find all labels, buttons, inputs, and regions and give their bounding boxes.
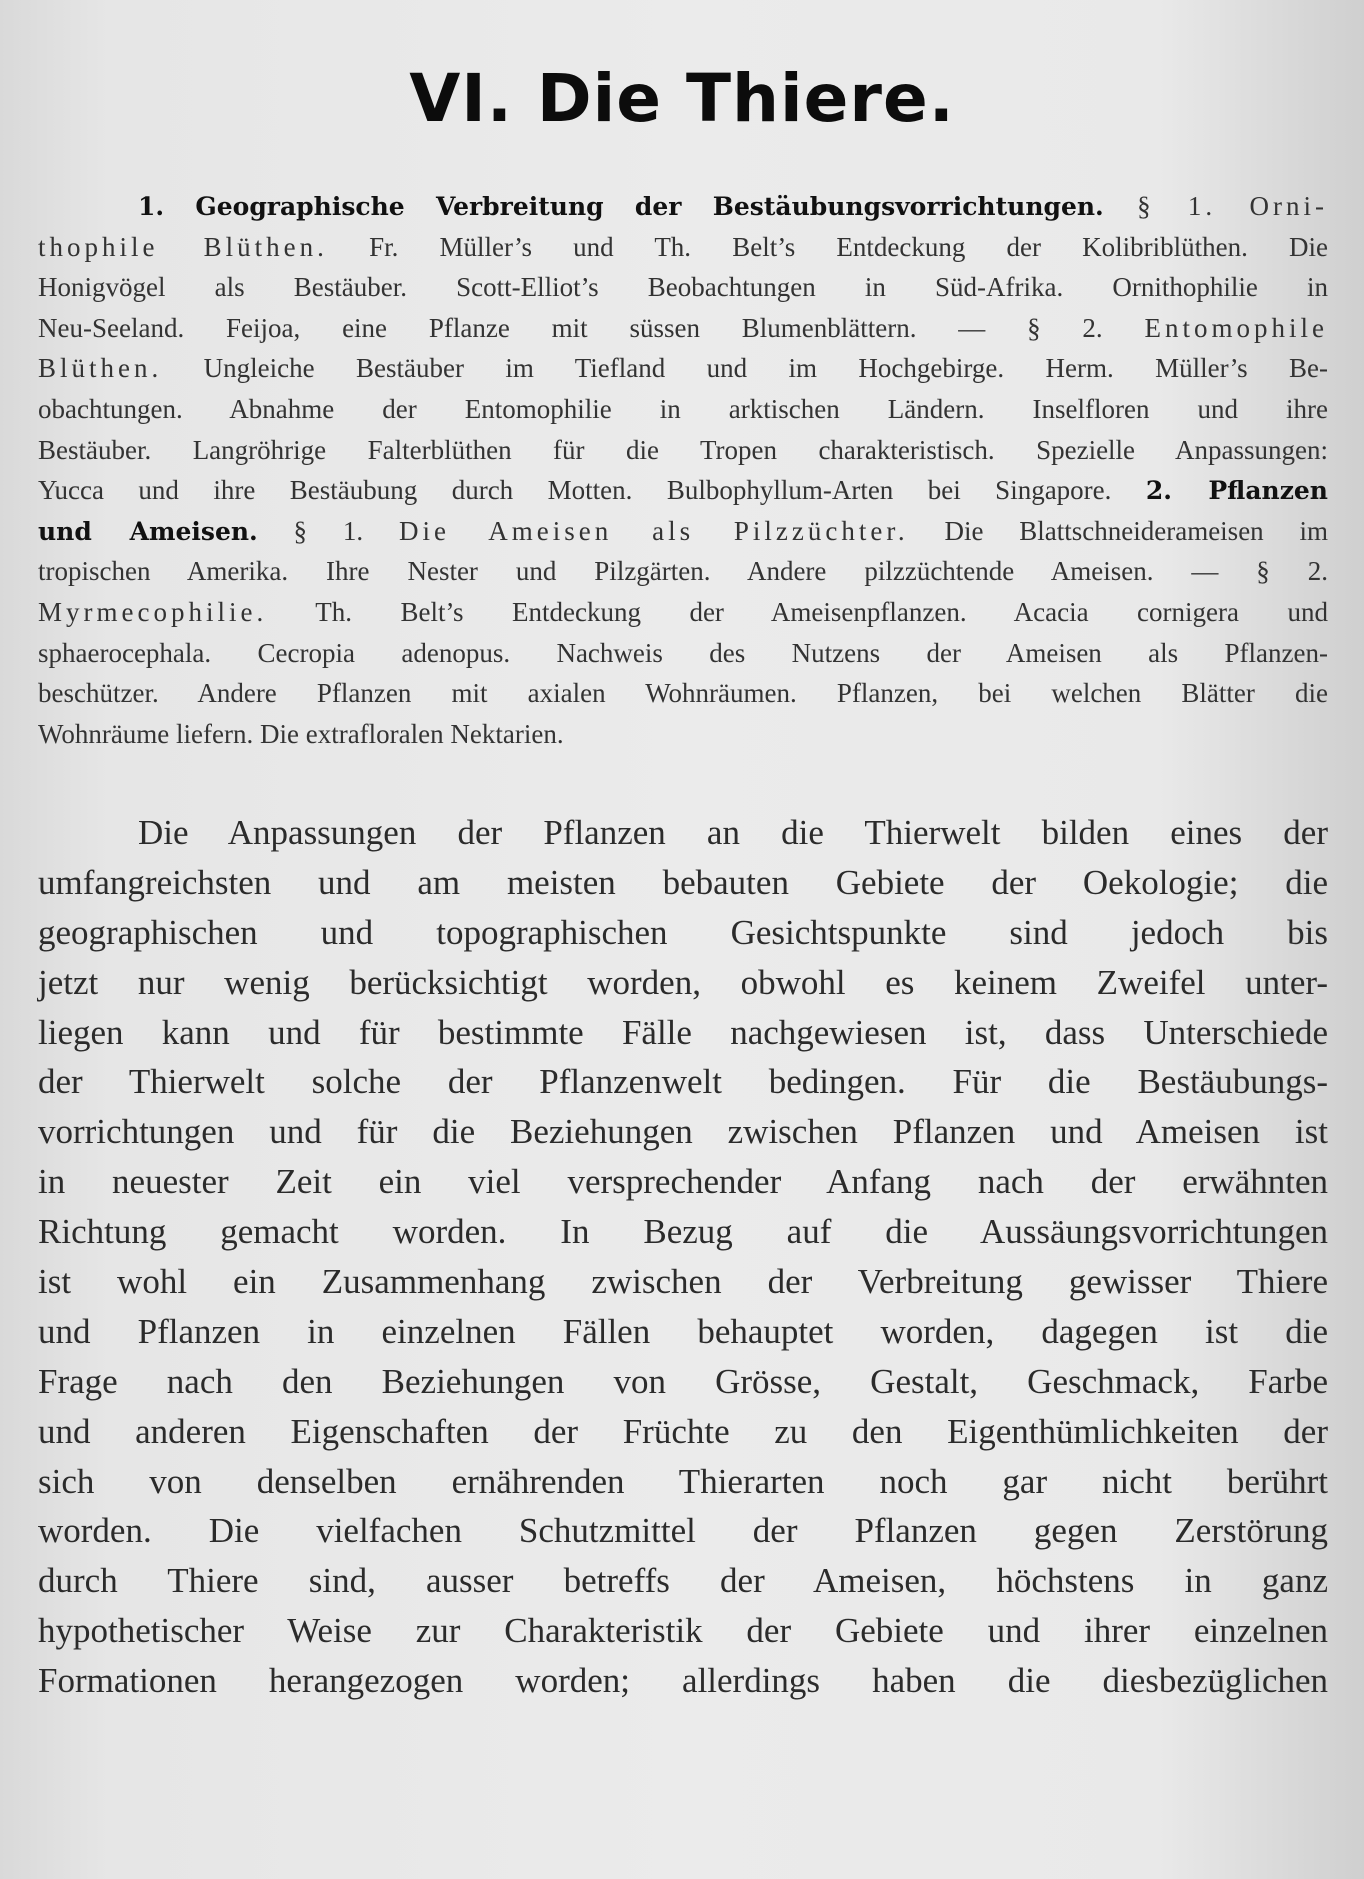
summary-text: Bestäuber. Langröhrige Falterblüthen für die Tropen charakteristisch. Spezielle Anpassungen:	[38, 434, 1328, 465]
summary-line	[38, 714, 1328, 755]
body-line: und Pflanzen in einzelnen Fällen behauptet worden, dagegen ist die	[38, 1311, 1328, 1351]
summary-line	[38, 267, 1328, 308]
body-line: der Thierwelt solche der Pflanzenwelt bedingen. Für die Bestäubungs-	[38, 1062, 1328, 1102]
summary-spaced-term: thophile Blüthen.	[38, 231, 328, 262]
summary-line	[38, 308, 1328, 349]
summary-line	[38, 673, 1328, 714]
body-line: Richtung gemacht worden. In Bezug auf die Aussäungsvorrichtungen	[38, 1212, 1328, 1252]
summary-text: Ungleiche Bestäuber im Tiefland und im Hochgebirge. Herm. Müller’s Be-	[162, 353, 1328, 384]
body-line: durch Thiere sind, ausser betreffs der Ameisen, höchstens in ganz	[38, 1561, 1328, 1601]
body-line: Die Anpassungen der Pflanzen an die Thierwelt bilden eines der	[138, 813, 1328, 852]
summary-text: Th. Belt’s Entdeckung der Ameisenpflanzen. Acacia cornigera und	[267, 596, 1328, 627]
summary-line	[38, 551, 1328, 592]
summary-spaced-term: Die Ameisen als Pilzzüchter.	[398, 515, 909, 546]
chapter-summary	[38, 186, 1328, 754]
summary-heading: und Ameisen.	[38, 516, 258, 546]
summary-line	[38, 430, 1328, 471]
summary-line	[38, 511, 1328, 552]
body-line: sich von denselben ernährenden Thierarten noch gar nicht berührt	[38, 1461, 1328, 1501]
summary-heading: 1. Geographische Verbreitung der Bestäubungsvorrichtungen.	[138, 192, 1104, 221]
summary-heading: 2. Pflanzen	[1145, 476, 1328, 506]
body-paragraph	[38, 808, 1328, 1706]
summary-text: tropischen Amerika. Ihre Nester und Pilzgärten. Andere pilzzüchtende Ameisen. — § 2.	[38, 556, 1328, 587]
summary-text: Fr. Müller’s und Th. Belt’s Entdeckung der Kolibriblüthen. Die	[327, 231, 1329, 262]
body-line: worden. Die vielfachen Schutzmittel der Pflanzen gegen Zerstörung	[38, 1511, 1328, 1551]
summary-text: sphaerocephala. Cecropia adenopus. Nachweis des Nutzens der Ameisen als Pflanzen-	[38, 637, 1328, 668]
summary-text: Yucca und ihre Bestäubung durch Motten. Bulbophyllum-Arten bei Singapore.	[38, 475, 1146, 506]
body-line: umfangreichsten und am meisten bebauten Gebiete der Oekologie; die	[38, 862, 1328, 902]
body-line: Frage nach den Beziehungen von Grösse, Gestalt, Geschmack, Farbe	[38, 1361, 1328, 1401]
summary-line	[38, 348, 1328, 389]
summary-spaced-term: § 1. Orni-	[1103, 191, 1328, 221]
body-line: Formationen herangezogen worden; allerdings haben die diesbezüglichen	[38, 1661, 1328, 1701]
body-line: geographischen und topographischen Gesichtspunkte sind jedoch bis	[38, 912, 1328, 952]
summary-text: Wohnräume liefern. Die extrafloralen Nektarien.	[38, 718, 564, 749]
summary-spaced-term: Myrmecophilie.	[38, 596, 268, 627]
summary-line	[38, 633, 1328, 674]
body-line: liegen kann und für bestimmte Fälle nachgewiesen ist, dass Unterschiede	[38, 1012, 1328, 1052]
summary-line	[38, 227, 1328, 268]
summary-line	[38, 592, 1328, 633]
body-line: und anderen Eigenschaften der Früchte zu den Eigenthümlichkeiten der	[38, 1411, 1328, 1451]
summary-text: Neu-Seeland. Feijoa, eine Pflanze mit süssen Blumenblättern. — § 2.	[38, 312, 1145, 343]
summary-spaced-term: Entomophile	[1144, 312, 1328, 343]
body-line: in neuester Zeit ein viel versprechender Anfang nach der erwähnten	[38, 1162, 1328, 1202]
summary-spaced-term: Blüthen.	[38, 353, 163, 384]
summary-text: Honigvögel als Bestäuber. Scott-Elliot’s Beobachtungen in Süd-Afrika. Ornithophilie in	[38, 272, 1328, 303]
summary-line	[38, 389, 1328, 430]
summary-line	[38, 186, 1328, 227]
body-line: hypothetischer Weise zur Charakteristik der Gebiete und ihrer einzelnen	[38, 1611, 1328, 1651]
summary-text: beschützer. Andere Pflanzen mit axialen Wohnräumen. Pflanzen, bei welchen Blätter die	[38, 678, 1328, 709]
summary-text: § 1.	[257, 515, 399, 546]
body-line: vorrichtungen und für die Beziehungen zwischen Pflanzen und Ameisen ist	[38, 1112, 1328, 1152]
chapter-title: VI. Die Thiere.	[409, 60, 955, 137]
summary-text: obachtungen. Abnahme der Entomophilie in arktischen Ländern. Inselfloren und ihre	[38, 393, 1328, 424]
body-line: ist wohl ein Zusammenhang zwischen der Verbreitung gewisser Thiere	[38, 1262, 1328, 1302]
summary-text: Die Blattschneiderameisen im	[908, 515, 1329, 546]
summary-line	[38, 470, 1328, 511]
body-line: jetzt nur wenig berücksichtigt worden, obwohl es keinem Zweifel unter-	[38, 962, 1328, 1002]
